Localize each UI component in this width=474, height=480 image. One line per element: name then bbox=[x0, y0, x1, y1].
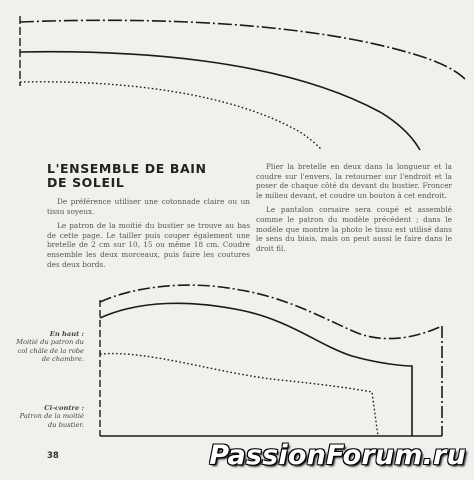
caption-bottom-text: Patron de la moitié du bustier. bbox=[19, 412, 84, 429]
collar-pattern bbox=[20, 16, 466, 150]
right-text-column bbox=[256, 162, 452, 258]
left-text-column bbox=[47, 197, 250, 274]
bustier-outer-dashdot-line bbox=[100, 285, 442, 338]
right-paragraph-2: Le pantalon corsaire sera coupé et assemblé comme le patron du modèle précédent ; dans le modèle que montre la photo le tissu est utilisé dans le sens du biais, mais on peut aussi le faire dans le droit fil. bbox=[256, 205, 452, 253]
caption-top bbox=[14, 330, 84, 363]
caption-top-text: Moitié du patron du col châle de la robe de chambre. bbox=[16, 338, 84, 363]
collar-dotted-line bbox=[20, 82, 322, 150]
bustier-pattern bbox=[100, 285, 442, 436]
right-paragraph-1: Plier la bretelle en deux dans la longueur et la coudre sur l'envers, la retourner sur l'endroit et la poser de chaque côté du devant du bustier. Froncer le milieu devant, et coudre un bouton à cet endroit. bbox=[256, 162, 452, 200]
bustier-inner-dotted-line bbox=[100, 354, 378, 436]
left-paragraph-2: Le patron de la moitié du bustier se trouve au bas de cette page. Le tailler puis couper également une bretelle de 2 cm sur 10, 15 ou même 18 cm. Coudre ensemble les deux morceaux, puis faire les coutures des deux bords. bbox=[47, 221, 250, 269]
caption-bottom bbox=[14, 404, 84, 429]
heading-line-2: DE SOLEIL bbox=[47, 175, 125, 190]
left-paragraph-1: De préférence utiliser une cotonnade claire ou un tissu soyeux. bbox=[47, 197, 250, 216]
page-number: 38 bbox=[47, 451, 59, 461]
article-heading bbox=[47, 162, 257, 190]
heading-line-1: L'ENSEMBLE DE BAIN bbox=[47, 161, 207, 176]
site-watermark: PassionForum.ru bbox=[209, 440, 466, 471]
bustier-middle-solid-line bbox=[100, 303, 412, 436]
collar-top-dashdot-line bbox=[20, 20, 466, 80]
caption-top-lead: En haut : bbox=[49, 330, 84, 338]
caption-bottom-lead: Ci-contre : bbox=[44, 404, 84, 412]
